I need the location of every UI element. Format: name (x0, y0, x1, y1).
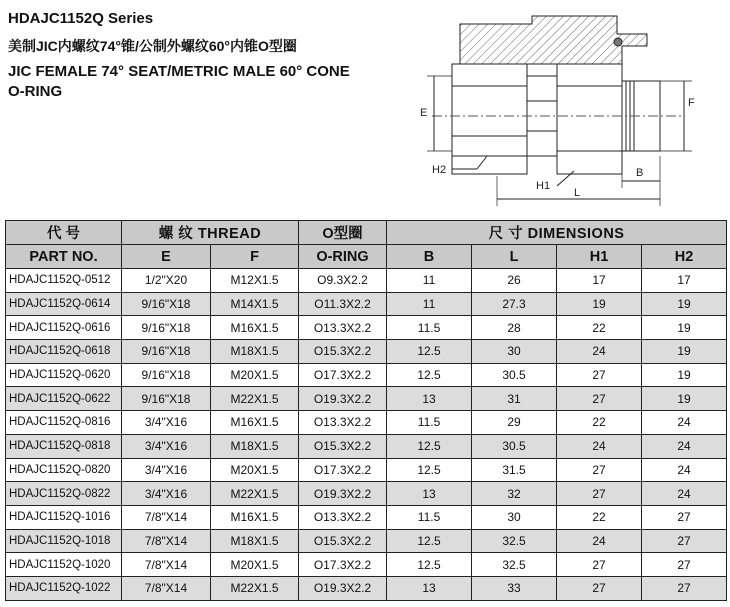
cell-e: 3/4"X16 (122, 458, 211, 482)
cell-e: 9/16"X18 (122, 387, 211, 411)
spec-table-body (6, 269, 727, 601)
cell-f: M16X1.5 (211, 505, 299, 529)
cell-l: 26 (472, 269, 557, 293)
cell-h2: 27 (642, 505, 727, 529)
cell-h1: 22 (557, 505, 642, 529)
col-f: F (211, 245, 299, 269)
cell-h1: 27 (557, 387, 642, 411)
table-row (6, 292, 727, 316)
cell-h1: 24 (557, 340, 642, 364)
cell-h2: 24 (642, 434, 727, 458)
cell-b: 13 (387, 387, 472, 411)
cell-l: 29 (472, 411, 557, 435)
cell-oring: O9.3X2.2 (299, 269, 387, 293)
cell-h2: 24 (642, 458, 727, 482)
cell-part: HDAJC1152Q-0822 (6, 482, 122, 506)
table-row (6, 340, 727, 364)
cell-l: 31.5 (472, 458, 557, 482)
cell-oring: O11.3X2.2 (299, 292, 387, 316)
cell-part: HDAJC1152Q-1022 (6, 576, 122, 600)
series-title: HDAJC1152Q Series (8, 10, 154, 27)
fitting-drawing (412, 6, 712, 216)
cell-b: 12.5 (387, 363, 472, 387)
cell-oring: O17.3X2.2 (299, 553, 387, 577)
cell-h2: 19 (642, 363, 727, 387)
cell-b: 12.5 (387, 434, 472, 458)
cell-h1: 17 (557, 269, 642, 293)
table-row (6, 458, 727, 482)
cell-oring: O19.3X2.2 (299, 482, 387, 506)
cell-b: 11.5 (387, 505, 472, 529)
cell-l: 30.5 (472, 363, 557, 387)
cell-h1: 27 (557, 482, 642, 506)
cell-h2: 27 (642, 553, 727, 577)
cell-l: 30.5 (472, 434, 557, 458)
cell-h2: 19 (642, 387, 727, 411)
cell-h1: 27 (557, 363, 642, 387)
label-l: L (574, 187, 581, 199)
header-oring-cn: O型圈 (299, 221, 387, 245)
table-row (6, 529, 727, 553)
cell-f: M20X1.5 (211, 458, 299, 482)
table-row (6, 553, 727, 577)
cell-l: 32 (472, 482, 557, 506)
cell-oring: O17.3X2.2 (299, 363, 387, 387)
table-row (6, 269, 727, 293)
cell-h2: 19 (642, 316, 727, 340)
cell-f: M16X1.5 (211, 411, 299, 435)
cell-f: M20X1.5 (211, 553, 299, 577)
cell-h1: 27 (557, 553, 642, 577)
cell-part: HDAJC1152Q-1016 (6, 505, 122, 529)
o-ring-shape (614, 38, 622, 46)
cell-l: 28 (472, 316, 557, 340)
col-l: L (472, 245, 557, 269)
cell-e: 9/16"X18 (122, 363, 211, 387)
cell-h1: 27 (557, 458, 642, 482)
cell-b: 12.5 (387, 553, 472, 577)
title-chinese: 美制JIC内螺纹74°锥/公制外螺纹60°内锥O型圈 (8, 38, 297, 54)
cell-f: M22X1.5 (211, 482, 299, 506)
col-e: E (122, 245, 211, 269)
cell-h1: 24 (557, 529, 642, 553)
cell-part: HDAJC1152Q-0622 (6, 387, 122, 411)
left-nut (452, 64, 527, 174)
cell-f: M14X1.5 (211, 292, 299, 316)
cell-b: 12.5 (387, 529, 472, 553)
cell-h2: 27 (642, 529, 727, 553)
header-thread: 螺 纹 THREAD (122, 221, 299, 245)
cell-f: M12X1.5 (211, 269, 299, 293)
cell-part: HDAJC1152Q-1020 (6, 553, 122, 577)
title-english-line2: O-RING (8, 83, 63, 100)
cell-oring: O13.3X2.2 (299, 505, 387, 529)
col-oring: O-RING (299, 245, 387, 269)
table-row (6, 316, 727, 340)
cell-b: 11 (387, 269, 472, 293)
cell-f: M22X1.5 (211, 387, 299, 411)
cell-b: 11.5 (387, 316, 472, 340)
cell-b: 13 (387, 576, 472, 600)
col-h1: H1 (557, 245, 642, 269)
cell-e: 9/16"X18 (122, 292, 211, 316)
col-b: B (387, 245, 472, 269)
cell-h1: 27 (557, 576, 642, 600)
cell-part: HDAJC1152Q-1018 (6, 529, 122, 553)
table-row (6, 363, 727, 387)
cell-h1: 22 (557, 411, 642, 435)
cell-l: 30 (472, 340, 557, 364)
cell-h2: 19 (642, 292, 727, 316)
label-e: E (420, 107, 428, 119)
cell-part: HDAJC1152Q-0816 (6, 411, 122, 435)
col-h2: H2 (642, 245, 727, 269)
cell-f: M18X1.5 (211, 529, 299, 553)
cell-f: M22X1.5 (211, 576, 299, 600)
cell-part: HDAJC1152Q-0616 (6, 316, 122, 340)
cell-h2: 17 (642, 269, 727, 293)
cell-oring: O15.3X2.2 (299, 529, 387, 553)
cell-f: M18X1.5 (211, 434, 299, 458)
cell-l: 27.3 (472, 292, 557, 316)
cell-oring: O13.3X2.2 (299, 316, 387, 340)
table-row (6, 576, 727, 600)
cell-l: 33 (472, 576, 557, 600)
cell-e: 9/16"X18 (122, 340, 211, 364)
cell-e: 7/8"X14 (122, 576, 211, 600)
cell-oring: O17.3X2.2 (299, 458, 387, 482)
cell-e: 9/16"X18 (122, 316, 211, 340)
cell-oring: O19.3X2.2 (299, 387, 387, 411)
table-row (6, 387, 727, 411)
cell-e: 3/4"X16 (122, 482, 211, 506)
cell-part: HDAJC1152Q-0618 (6, 340, 122, 364)
cell-part: HDAJC1152Q-0512 (6, 269, 122, 293)
cell-e: 7/8"X14 (122, 505, 211, 529)
cell-h2: 19 (642, 340, 727, 364)
cell-e: 3/4"X16 (122, 411, 211, 435)
cell-h1: 24 (557, 434, 642, 458)
cell-h2: 27 (642, 576, 727, 600)
label-h1: H1 (536, 180, 551, 192)
cell-h2: 24 (642, 482, 727, 506)
cell-b: 11.5 (387, 411, 472, 435)
cell-oring: O15.3X2.2 (299, 340, 387, 364)
header-dimensions: 尺 寸 DIMENSIONS (387, 221, 727, 245)
header-part-cn: 代 号 (6, 221, 122, 245)
cell-e: 3/4"X16 (122, 434, 211, 458)
cell-l: 32.5 (472, 529, 557, 553)
cell-part: HDAJC1152Q-0820 (6, 458, 122, 482)
cell-h2: 24 (642, 411, 727, 435)
cell-f: M16X1.5 (211, 316, 299, 340)
cell-l: 30 (472, 505, 557, 529)
right-hex (557, 64, 622, 174)
spec-table (5, 220, 727, 601)
cell-b: 13 (387, 482, 472, 506)
cell-f: M18X1.5 (211, 340, 299, 364)
cell-b: 11 (387, 292, 472, 316)
cell-part: HDAJC1152Q-0620 (6, 363, 122, 387)
cell-b: 12.5 (387, 458, 472, 482)
header-part-en: PART NO. (6, 245, 122, 269)
title-english-line1: JIC FEMALE 74° SEAT/METRIC MALE 60° CONE (8, 63, 350, 80)
cell-l: 31 (472, 387, 557, 411)
cell-oring: O15.3X2.2 (299, 434, 387, 458)
cell-part: HDAJC1152Q-0614 (6, 292, 122, 316)
cell-oring: O13.3X2.2 (299, 411, 387, 435)
cell-l: 32.5 (472, 553, 557, 577)
table-row (6, 434, 727, 458)
cell-b: 12.5 (387, 340, 472, 364)
cell-oring: O19.3X2.2 (299, 576, 387, 600)
cell-e: 7/8"X14 (122, 529, 211, 553)
label-f: F (688, 97, 695, 109)
cell-e: 7/8"X14 (122, 553, 211, 577)
label-b: B (636, 167, 644, 179)
page-header (8, 10, 408, 102)
table-row (6, 482, 727, 506)
table-row (6, 411, 727, 435)
cell-h1: 19 (557, 292, 642, 316)
cell-f: M20X1.5 (211, 363, 299, 387)
table-row (6, 505, 727, 529)
label-h2: H2 (432, 164, 447, 176)
cell-part: HDAJC1152Q-0818 (6, 434, 122, 458)
cell-e: 1/2"X20 (122, 269, 211, 293)
cell-h1: 22 (557, 316, 642, 340)
